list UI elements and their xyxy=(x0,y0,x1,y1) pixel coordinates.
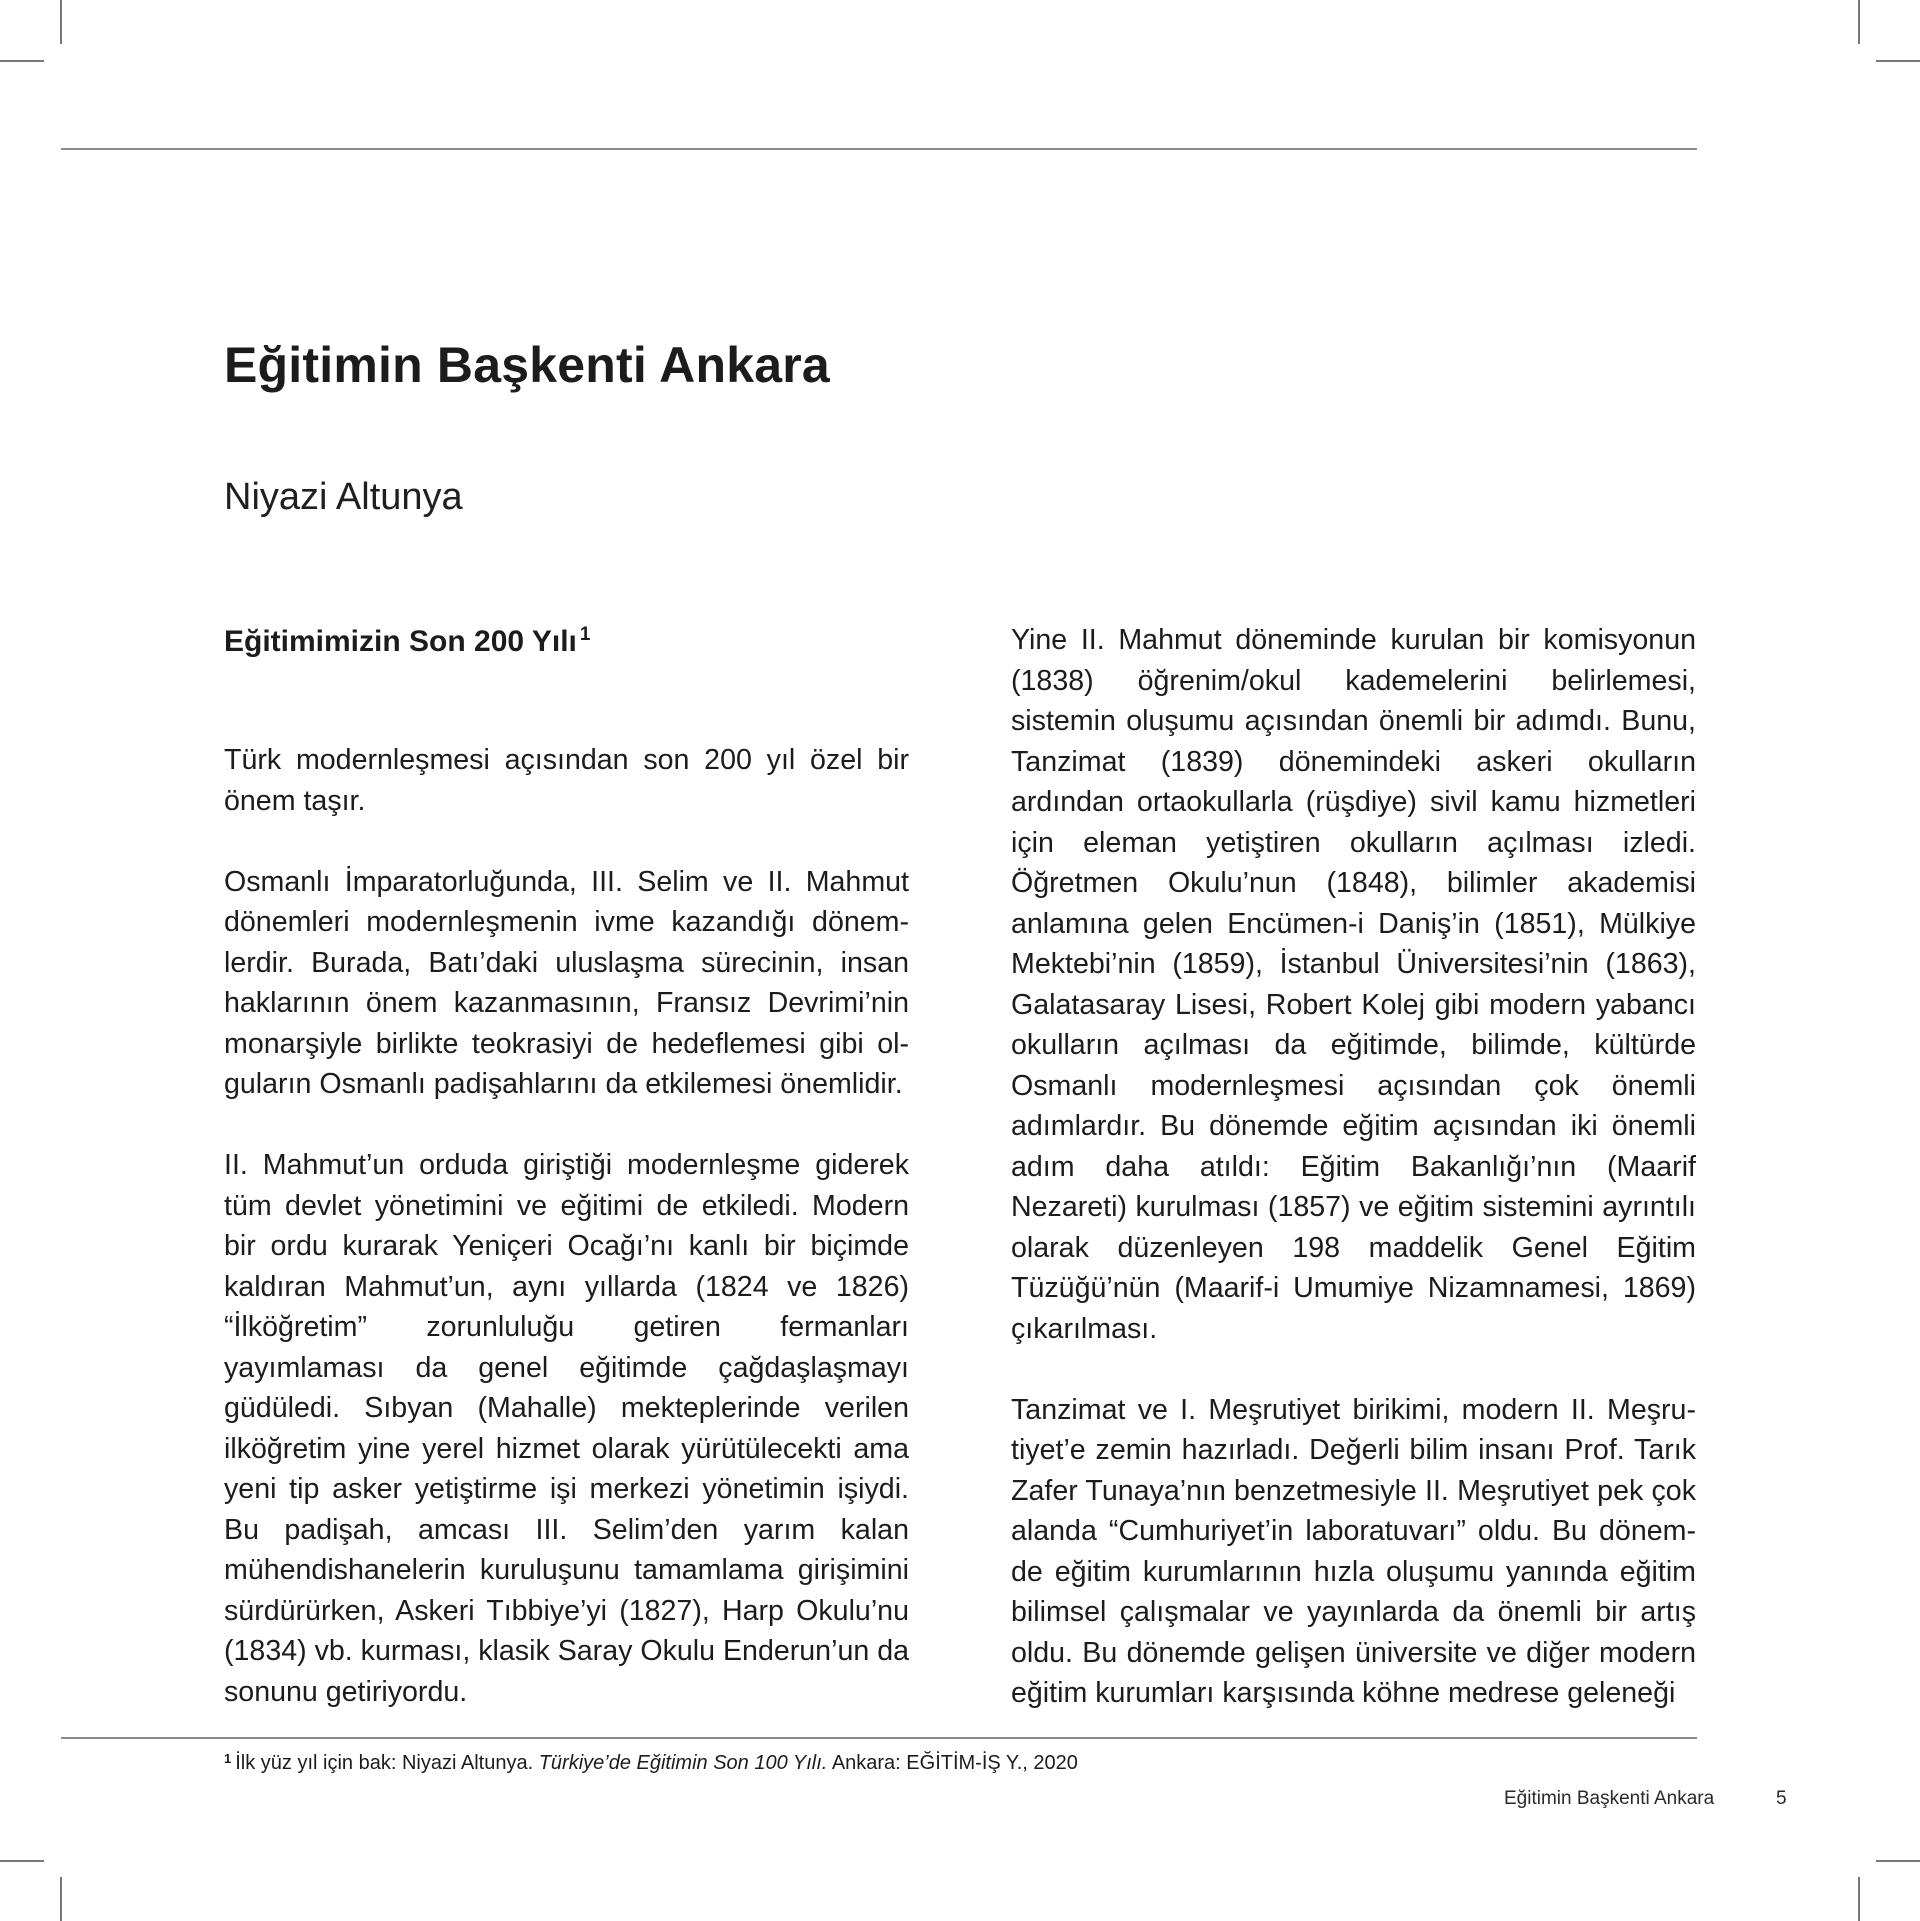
section-heading xyxy=(224,624,590,659)
footnote-suffix: Ankara: EĞİTİM-İŞ Y., 2020 xyxy=(827,1752,1078,1774)
crop-mark-top-right-vertical xyxy=(1858,0,1860,44)
paragraph: Türk modernleşmesi açısından son 200 yıl özel bir önem taşır. xyxy=(224,744,909,817)
crop-mark-top-right-horizontal xyxy=(1876,60,1920,62)
right-column xyxy=(1011,620,1696,1714)
crop-mark-top-left-horizontal xyxy=(0,60,44,62)
paragraph: Yine II. Mahmut döneminde kurulan bir komisyonun (1838) öğrenim/okul kademelerini belirlemesi, sistemin oluşumu açısından önemli bir adımdı. Bunu, Tanzimat (1839) dönemindeki askeri okulların ardından ortaokullarla (rüşdiye) sivil kamu hizmetleri için eleman yetiştiren okulların açılması izledi. Öğretmen Okulu’nun (1848), bilimler akademisi anlamına gelen Encümen-i Daniş’in (1851), Mülkiye Mektebi’nin (1859), İstanbul Üniversitesi’nin (1863), Galatasaray Lisesi, Robert Kolej gibi modern yabancı okulların açılması da eğitimde, bilimde, kültürde Osmanlı modernleşmesi açısından çok önemli adımlardır. Bu dönemde eğitim açısından iki önemli adım daha atıldı: Eğitim Bakanlığı’nın (Maarif Nezareti) kurulması (1857) ve eğitim sistemini ayrıntılı olarak düzenleyen 198 maddelik Genel Eğitim Tüzüğü’nün (Maarif-i Umumiye Nizamnamesi, 1869) çıkarılması. xyxy=(1011,624,1696,1345)
paragraph: Tanzimat ve I. Meşrutiyet birikimi, modern II. Meşrutiyet’e zemin hazırladı. Değerli bilim insanı Prof. Tarık Zafer Tunaya’nın benzetmesiyle II. Meşrutiyet pek çok alanda “Cumhuriyet’in laboratuvarı” oldu. Bu dönemde eğitim kurumlarının hızla oluşumu yanında eğitim bilimsel çalışmalar ve yayınlarda da önemli bir artış oldu. Bu dönemde gelişen üniversite ve diğer modern eğitim kurumları karşısında köhne medrese geleneği xyxy=(1011,1393,1696,1709)
footnote-book-title: Türkiye’de Eğitimin Son 100 Yılı. xyxy=(538,1752,828,1774)
section-heading-text: Eğitimimizin Son 200 Yılı xyxy=(224,625,577,658)
page-number: 5 xyxy=(1776,1788,1787,1809)
crop-mark-bottom-left-horizontal xyxy=(0,1860,44,1862)
crop-mark-bottom-left-vertical xyxy=(60,1877,62,1921)
author-name: Niyazi Altunya xyxy=(224,476,463,518)
footnote-marker: 1 xyxy=(224,1751,232,1766)
left-column xyxy=(224,740,909,1712)
page-title: Eğitimin Başkenti Ankara xyxy=(224,337,830,393)
footnote-rule xyxy=(61,1737,1697,1739)
crop-mark-top-left-vertical xyxy=(60,0,62,44)
crop-mark-bottom-right-horizontal xyxy=(1876,1860,1920,1862)
header-rule xyxy=(61,148,1697,150)
footnote xyxy=(224,1751,1078,1775)
paragraph: Osmanlı İmparatorluğunda, III. Selim ve II. Mahmut dönemleri modernleşmenin ivme kazandığı dönemlerdir. Burada, Batı’daki uluslaşma sürecinin, insan haklarının önem kazanmasının, Fransız Devrimi’nin monarşiyle birlikte teokrasiyi de hedeflemesi gibi olguların Osmanlı padişahlarını da etkilemesi önemlidir. xyxy=(224,865,909,1100)
footnote-prefix: İlk yüz yıl için bak: Niyazi Altunya. xyxy=(235,1752,539,1774)
running-footer-title: Eğitimin Başkenti Ankara xyxy=(1504,1788,1715,1809)
crop-mark-bottom-right-vertical xyxy=(1858,1877,1860,1921)
footnote-reference[interactable]: 1 xyxy=(579,624,591,645)
paragraph: II. Mahmut’un orduda giriştiği modernleşme giderek tüm devlet yönetimini ve eğitimi de etkiledi. Modern bir ordu kurarak Yeniçeri Ocağı’nı kanlı bir biçimde kaldıran Mahmut’un, aynı yıllarda (1824 ve 1826) “İlköğretim” zorunluluğu getiren fermanları yayımlaması da genel eğitimde çağdaşlaşmayı güdüledi. Sıbyan (Mahalle) mekteplerinde verilen ilköğretim yine yerel hizmet olarak yürütülecekti ama yeni tip asker yetiştirme işi merkezi yönetimin işiydi. Bu padişah, amcası III. Selim’den yarım kalan mühendishanelerin kuruluşunu tamamlama girişimini sürdürürken, Askeri Tıbbiye’yi (1827), Harp Okulu’nu (1834) vb. kurması, klasik Saray Okulu Enderun’un da sonunu getiriyordu. xyxy=(224,1149,909,1708)
